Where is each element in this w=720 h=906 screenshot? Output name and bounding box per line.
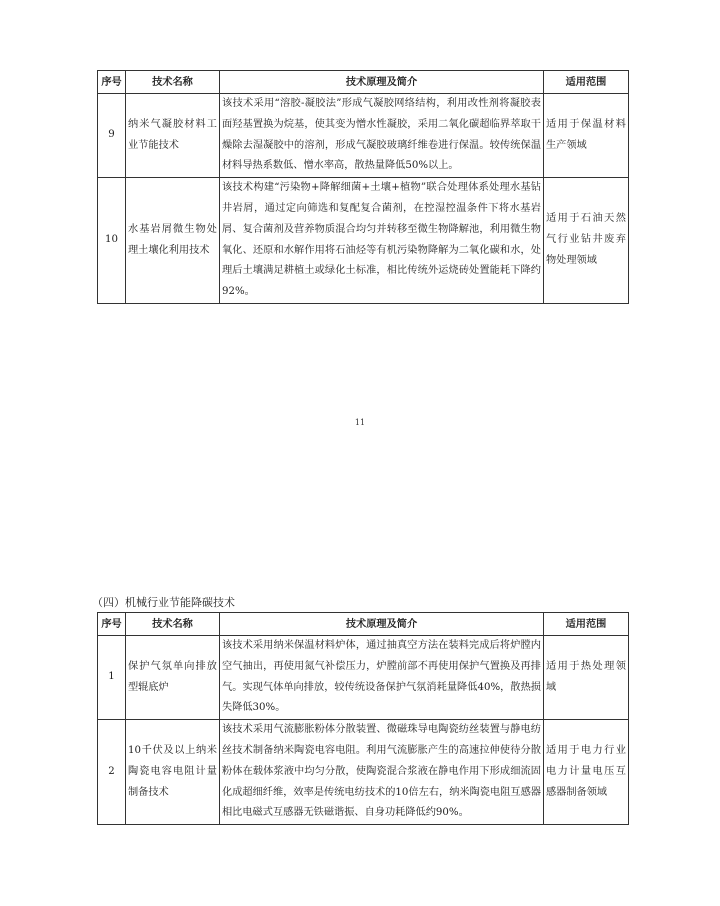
table-row: [98, 178, 629, 304]
header-seq: 序号: [98, 71, 126, 94]
row-tech-name: 保护气氛单向排放型辊底炉: [126, 636, 220, 720]
header-name: 技术名称: [126, 613, 220, 636]
row-seq: 1: [98, 636, 126, 720]
row-description: 该技术采用“溶胶-凝胶法”形成气凝胶网络结构，利用改性剂将凝胶表面羟基置换为烷基，使其变为憎水性凝胶，采用二氧化碳超临界萃取干燥除去湿凝胶中的溶剂，形成气凝胶玻璃纤维卷进行保温。较传统保温材料导热系数低、憎水率高，散热量降低50%以上。: [220, 94, 544, 178]
header-desc: 技术原理及简介: [220, 613, 544, 636]
table-row: [98, 636, 629, 720]
row-tech-name: 水基岩屑微生物处理土壤化利用技术: [126, 178, 220, 304]
row-description: 该技术采用纳米保温材料炉体，通过抽真空方法在装料完成后将炉膛内空气抽出，再使用氮气补偿压力，炉膛前部不再使用保护气置换及再排气。实现气体单向排放，较传统设备保护气氛消耗量降低40%，散热损失降低30%。: [220, 636, 544, 720]
header-name: 技术名称: [126, 71, 220, 94]
header-desc: 技术原理及简介: [220, 71, 544, 94]
row-tech-name: 纳米气凝胶材料工业节能技术: [126, 94, 220, 178]
row-scope: 适用于石油天然气行业钻井废弃物处理领域: [544, 178, 629, 304]
technology-table-2: [97, 612, 629, 825]
row-seq: 2: [98, 720, 126, 825]
section-heading: （四）机械行业节能降碳技术: [92, 596, 235, 609]
row-tech-name: 10千伏及以上纳米陶瓷电容电阻计量制备技术: [126, 720, 220, 825]
header-scope: 适用范围: [544, 613, 629, 636]
table-row: [98, 720, 629, 825]
row-scope: 适用于热处理领域: [544, 636, 629, 720]
row-seq: 9: [98, 94, 126, 178]
technology-table-1: [97, 70, 629, 304]
table-row: [98, 94, 629, 178]
page-number: 11: [354, 418, 366, 427]
table-header-row: [98, 613, 629, 636]
row-scope: 适用于电力行业电力计量电压互感器制备领域: [544, 720, 629, 825]
row-description: 该技术构建“污染物+降解细菌+土壤+植物”联合处理体系处理水基钻井岩屑，通过定向筛选和复配复合菌剂，在控湿控温条件下将水基岩屑、复合菌剂及营养物质混合均匀并转移至微生物降解池，利用微生物氧化、还原和水解作用将石油烃等有机污染物降解为二氧化碳和水，处理后土壤满足耕植土或绿化土标准，相比传统外运烧砖处置能耗下降约92%。: [220, 178, 544, 304]
row-scope: 适用于保温材料生产领域: [544, 94, 629, 178]
row-seq: 10: [98, 178, 126, 304]
table-header-row: [98, 71, 629, 94]
header-seq: 序号: [98, 613, 126, 636]
row-description: 该技术采用气流膨胀粉体分散装置、微磁珠导电陶瓷纺丝装置与静电纺丝技术制备纳米陶瓷电容电阻。利用气流膨胀产生的高速拉伸使待分散粉体在载体浆液中均匀分散，使陶瓷混合浆液在静电作用下形成细流固化成超细纤维，效率是传统电纺技术的10倍左右，纳米陶瓷电阻互感器相比电磁式互感器无铁磁谐振、自身功耗降低约90%。: [220, 720, 544, 825]
header-scope: 适用范围: [544, 71, 629, 94]
